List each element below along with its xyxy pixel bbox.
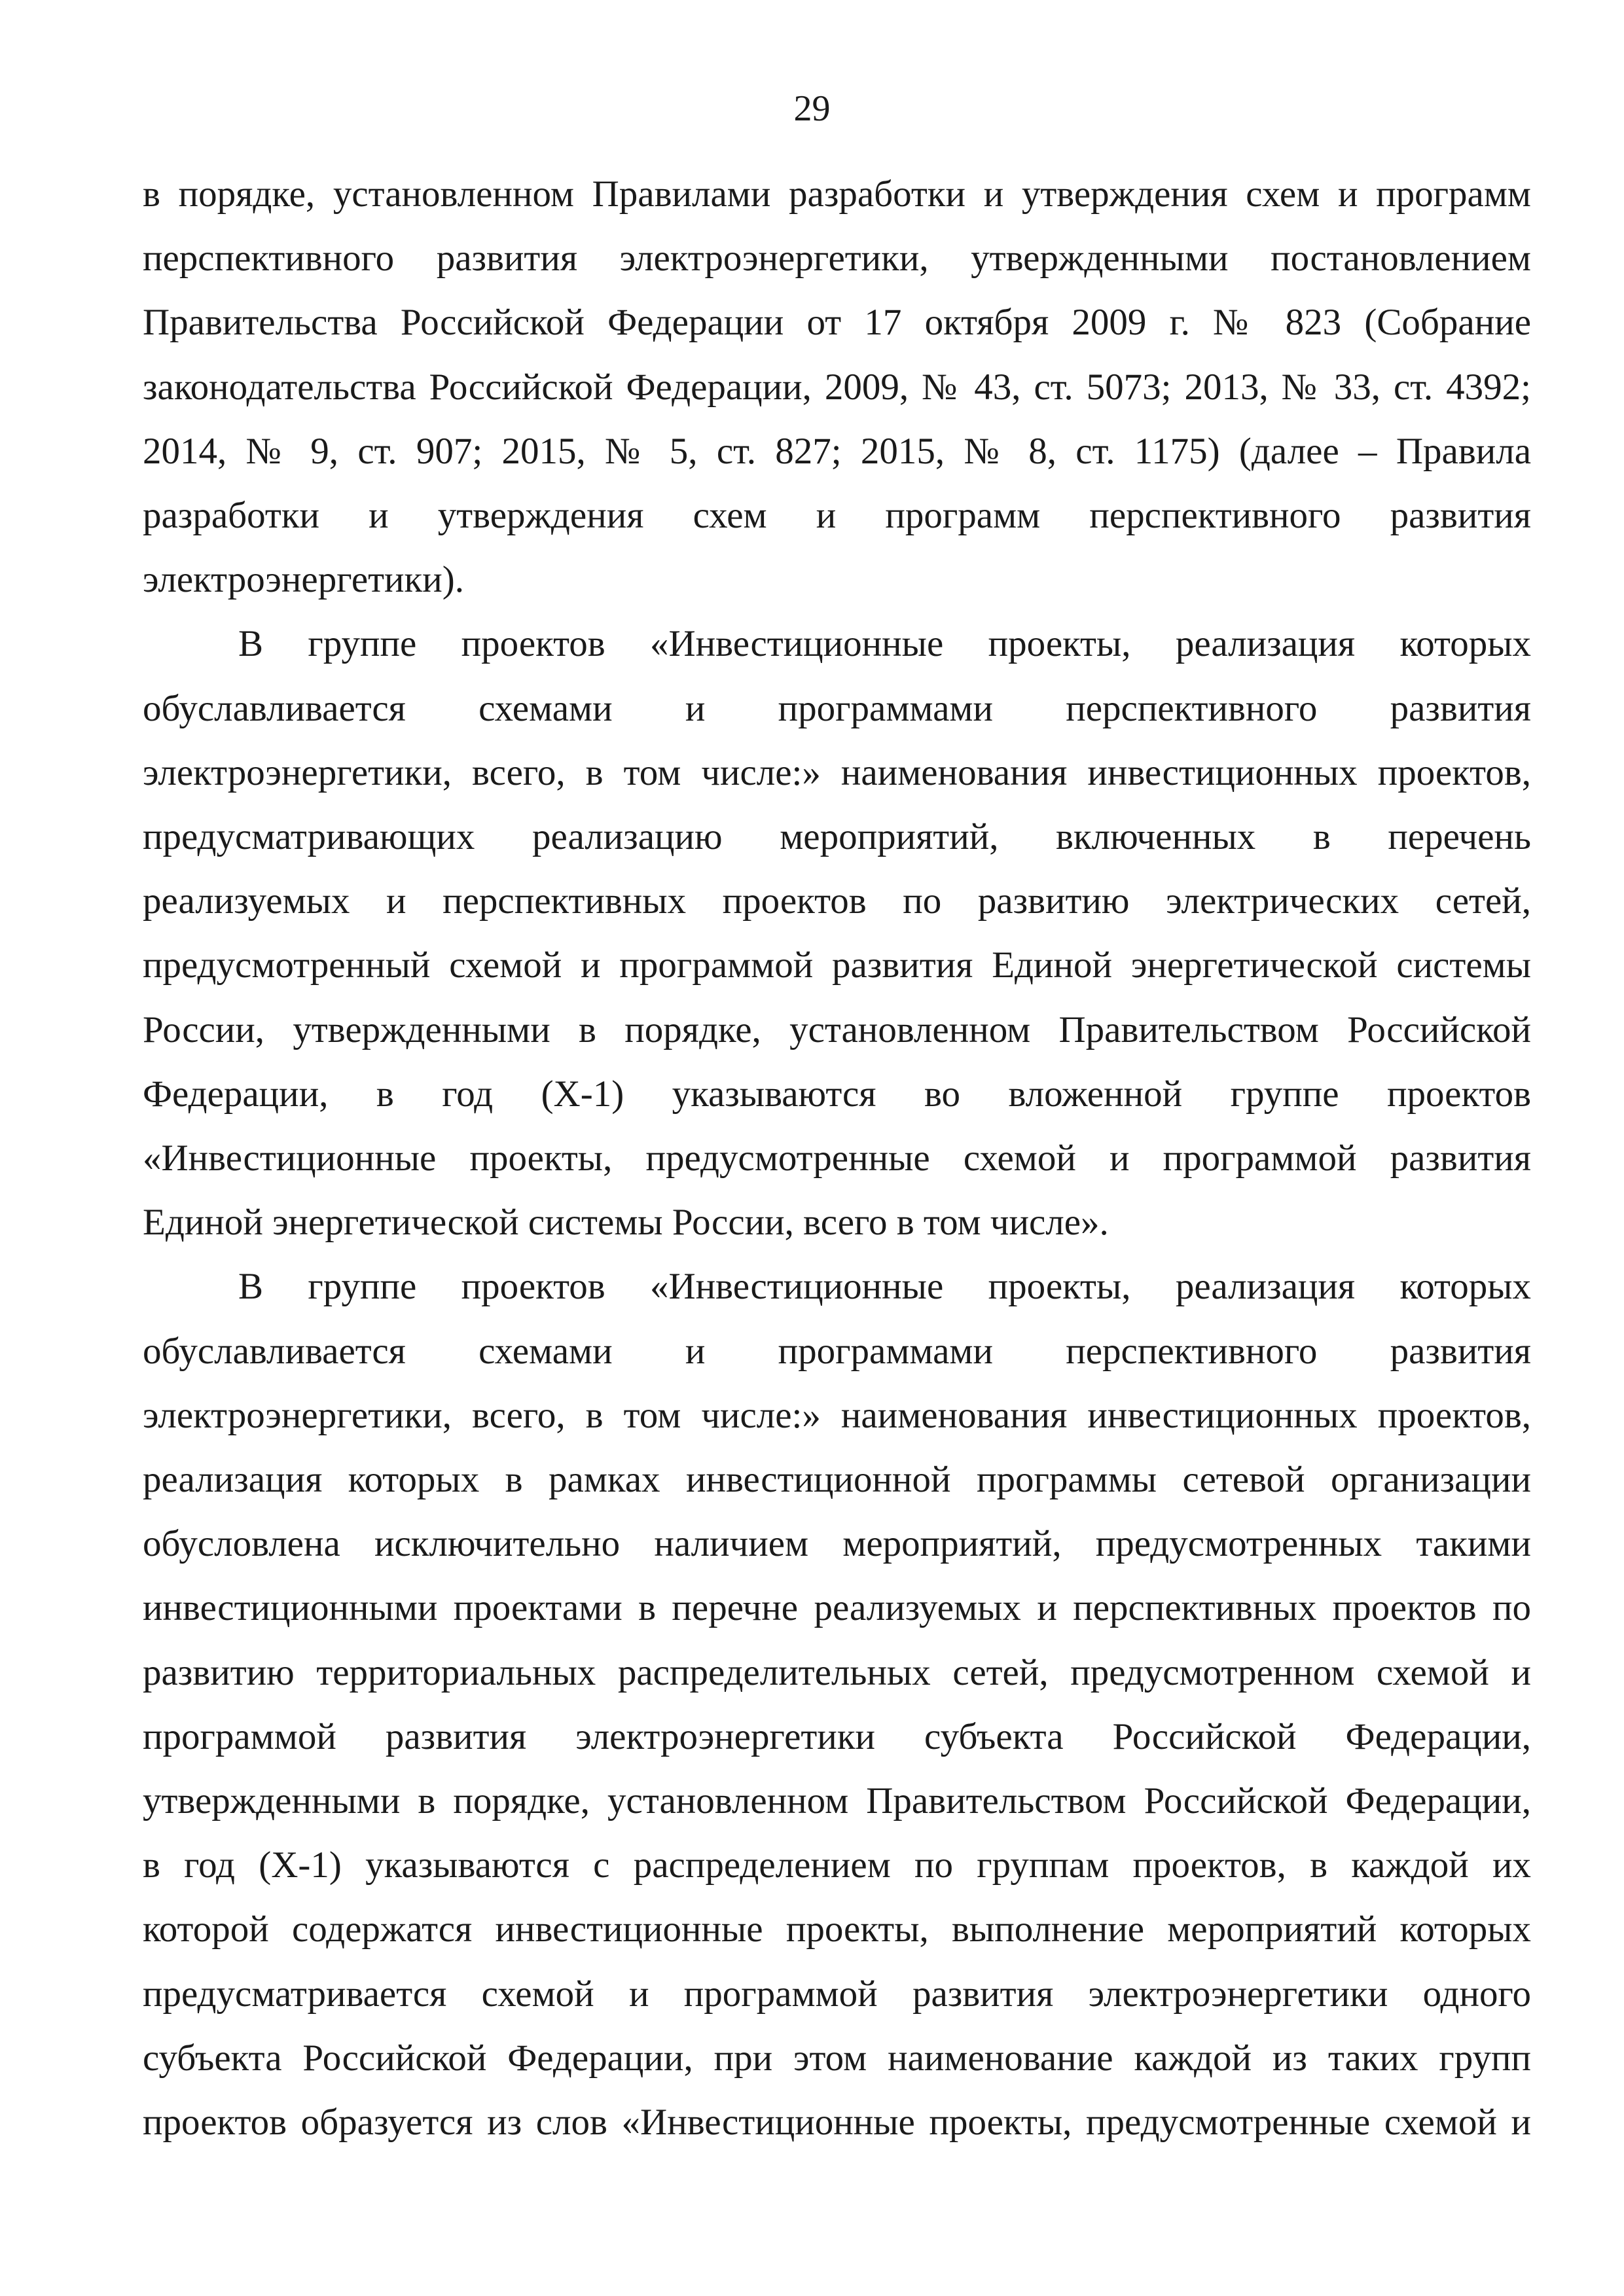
text-line: электроэнергетики, всего, в том числе:» наименования инвестиционных проектов, — [143, 1394, 1531, 1436]
text-line: «Инвестиционные проекты, предусмотренные схемой и программой развития — [143, 1138, 1531, 1179]
text-line: обуславливается схемами и программами перспективного развития — [143, 687, 1531, 729]
text-line: субъекта Российской Федерации, при этом наименование каждой из таких групп — [143, 2037, 1531, 2079]
text-line: перспективного развития электроэнергетики, утвержденными постановлением — [143, 238, 1531, 279]
text-line: реализуемых и перспективных проектов по развитию электрических сетей, — [143, 880, 1531, 922]
paragraph-1 — [143, 162, 1531, 612]
text-line: электроэнергетики). — [143, 559, 464, 601]
text-line: Правительства Российской Федерации от 17 октября 2009 г. № 823 (Собрание — [143, 302, 1531, 344]
text-line: развитию территориальных распределительных сетей, предусмотренном схемой и — [143, 1651, 1531, 1693]
text-line: предусматривается схемой и программой развития электроэнергетики одного — [143, 1973, 1531, 2015]
text-line: В группе проектов «Инвестиционные проекты, реализация которых — [238, 1266, 1531, 1308]
text-line: программой развития электроэнергетики субъекта Российской Федерации, — [143, 1715, 1531, 1757]
text-line: электроэнергетики, всего, в том числе:» наименования инвестиционных проектов, — [143, 751, 1531, 793]
text-line: Единой энергетической системы России, всего в том числе». — [143, 1202, 1109, 1244]
page-number: 29 — [793, 88, 831, 129]
text-line: проектов образуется из слов «Инвестиционные проекты, предусмотренные схемой и — [143, 2102, 1531, 2144]
text-line: в порядке, установленном Правилами разработки и утверждения схем и программ — [143, 173, 1531, 215]
paragraph-2 — [143, 612, 1531, 1255]
document-body — [143, 162, 1531, 2155]
text-line: предусматривающих реализацию мероприятий, включенных в перечень — [143, 816, 1531, 858]
text-line: утвержденными в порядке, установленном Правительством Российской Федерации, — [143, 1780, 1531, 1822]
text-line: реализация которых в рамках инвестиционной программы сетевой организации — [143, 1459, 1531, 1501]
text-line: разработки и утверждения схем и программ перспективного развития — [143, 495, 1531, 537]
text-line: в год (Х-1) указываются с распределением по группам проектов, в каждой их — [143, 1844, 1531, 1886]
paragraph-3 — [143, 1255, 1531, 2155]
text-line: Федерации, в год (Х-1) указываются во вложенной группе проектов — [143, 1073, 1531, 1115]
text-line: обусловлена исключительно наличием мероприятий, предусмотренных такими — [143, 1523, 1531, 1565]
text-line: которой содержатся инвестиционные проекты, выполнение мероприятий которых — [143, 1909, 1531, 1950]
text-line: законодательства Российской Федерации, 2009, № 43, ст. 5073; 2013, № 33, ст. 4392; — [143, 366, 1531, 408]
text-line: 2014, № 9, ст. 907; 2015, № 5, ст. 827; 2015, № 8, ст. 1175) (далее – Правила — [143, 430, 1531, 472]
text-line: России, утвержденными в порядке, установленном Правительством Российской — [143, 1009, 1531, 1050]
text-line: предусмотренный схемой и программой развития Единой энергетической системы — [143, 944, 1531, 986]
text-line: обуславливается схемами и программами перспективного развития — [143, 1330, 1531, 1372]
text-line: инвестиционными проектами в перечне реализуемых и перспективных проектов по — [143, 1587, 1531, 1629]
text-line: В группе проектов «Инвестиционные проекты, реализация которых — [238, 623, 1531, 665]
